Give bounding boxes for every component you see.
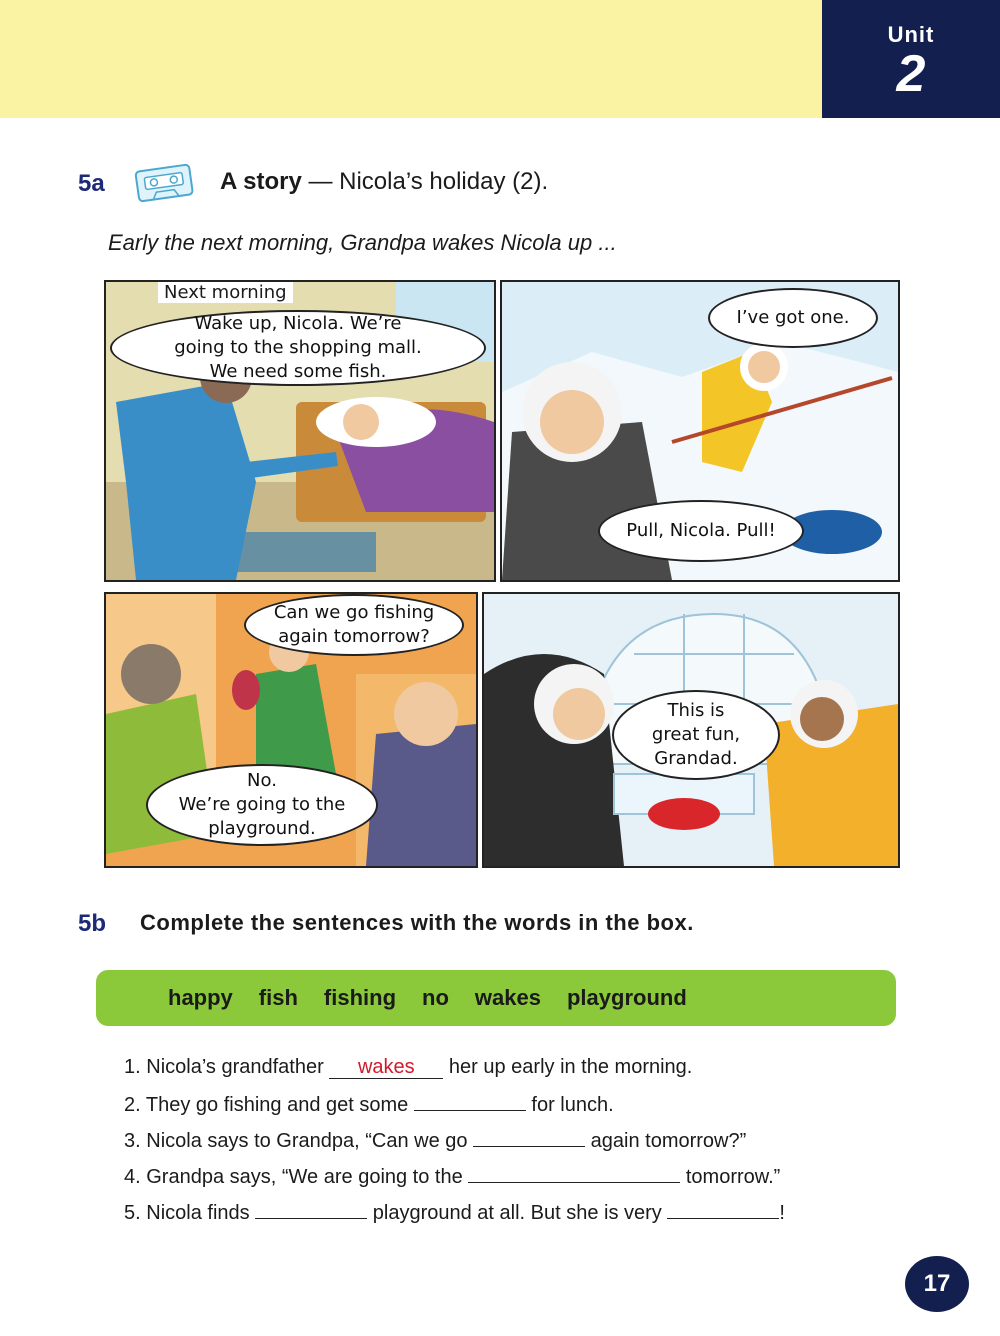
sentence-number: 2.	[124, 1094, 141, 1116]
bubble-line: We need some fish.	[209, 361, 387, 382]
sentence-text: Grandpa says, “We are going to the	[146, 1166, 463, 1188]
panel-1-speech-bubble	[110, 310, 486, 386]
answer-blank[interactable]	[667, 1196, 779, 1219]
answer-blank[interactable]	[255, 1196, 367, 1219]
sentence-text: tomorrow.”	[685, 1166, 781, 1188]
answer-blank[interactable]	[414, 1088, 526, 1111]
sentence-text: again tomorrow?”	[590, 1130, 747, 1152]
panel-3-bottom-bubble	[146, 764, 378, 846]
panel-1-caption: Next morning	[158, 282, 293, 303]
answer-blank[interactable]	[473, 1124, 585, 1147]
sentence-number: 1.	[124, 1056, 141, 1078]
word-box	[96, 970, 896, 1026]
comic-panel-3	[104, 592, 478, 868]
sentence-5	[124, 1196, 785, 1232]
story-title-rest: — Nicola’s holiday (2).	[301, 168, 549, 195]
section-5b-number: 5b	[78, 910, 107, 937]
word-box-item: fish	[258, 985, 298, 1010]
word-box-item: no	[422, 985, 449, 1010]
header-band	[0, 0, 822, 118]
sentence-1	[124, 1052, 785, 1088]
story-intro: Early the next morning, Grandpa wakes Nicola up ...	[108, 230, 617, 255]
bubble-line: We’re going to the	[178, 794, 346, 815]
sentence-text: Nicola says to Grandpa, “Can we go	[146, 1130, 468, 1152]
comic-panel-1	[104, 280, 496, 582]
answer-blank[interactable]	[468, 1160, 680, 1183]
word-box-item: wakes	[474, 985, 541, 1010]
bubble-line: Wake up, Nicola. We’re	[194, 313, 402, 334]
section-5a-title	[220, 168, 548, 196]
sentence-number: 5.	[124, 1202, 141, 1224]
unit-badge	[822, 0, 1000, 118]
sentence-number: 3.	[124, 1130, 141, 1152]
bubble-line: again tomorrow?	[278, 626, 430, 647]
word-box-item: fishing	[323, 985, 397, 1010]
word-box-item: playground	[566, 985, 687, 1010]
cassette-icon	[133, 160, 195, 204]
sentence-text: They go fishing and get some	[145, 1094, 409, 1116]
bubble-line: This is	[667, 700, 725, 721]
sentence-4	[124, 1160, 785, 1196]
bubble-line: playground.	[208, 818, 316, 839]
section-5a-number: 5a	[78, 170, 105, 197]
bubble-line: No.	[247, 770, 277, 791]
comic-panel-2	[500, 280, 900, 582]
sentence-2	[124, 1088, 785, 1124]
bubble-line: going to the shopping mall.	[174, 337, 422, 358]
bubble-line: Grandad.	[654, 748, 738, 769]
section-5b-instruction: Complete the sentences with the words in the box.	[140, 910, 694, 935]
panel-4-bubble	[612, 690, 780, 780]
word-box-item: happy	[168, 985, 233, 1010]
bubble-line: Can we go fishing	[273, 602, 435, 623]
sentence-text: for lunch.	[531, 1094, 614, 1116]
sentence-3	[124, 1124, 785, 1160]
bubble-line: great fun,	[651, 724, 741, 745]
panel-2-bottom-bubble: Pull, Nicola. Pull!	[598, 500, 804, 562]
sentence-text: Nicola finds	[146, 1202, 250, 1224]
sentence-text: playground at all. But she is very	[372, 1202, 662, 1224]
sentence-list	[124, 1052, 785, 1232]
unit-label: Unit	[887, 22, 935, 47]
sentence-text: Nicola’s grandfather	[146, 1056, 324, 1078]
story-title-bold: A story	[220, 168, 302, 195]
comic-panel-4	[482, 592, 900, 868]
answer-blank[interactable]: wakes	[329, 1056, 443, 1079]
page-number: 17	[905, 1256, 969, 1312]
panel-2-top-bubble: I’ve got one.	[708, 288, 878, 348]
sentence-text: her up early in the morning.	[448, 1056, 693, 1078]
sentence-number: 4.	[124, 1166, 141, 1188]
sentence-text: !	[779, 1202, 785, 1224]
panel-3-top-bubble	[244, 594, 464, 656]
unit-number: 2	[896, 45, 926, 103]
